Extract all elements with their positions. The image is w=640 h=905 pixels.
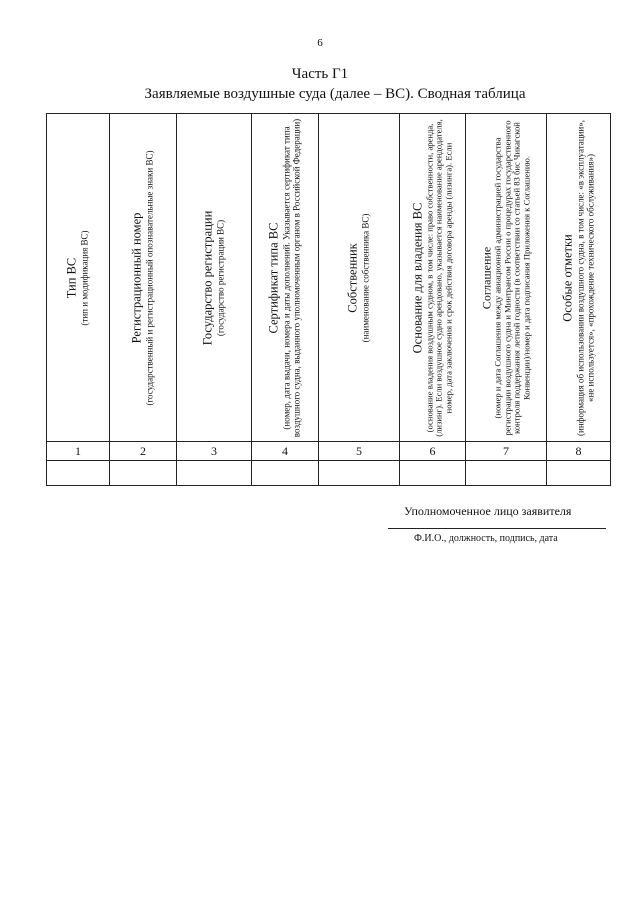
column-subtitle: (основание владения воздушным судном, в том числе: право собственности, аренда, (лизинг). Если воздушное судно арендовано, указывается наименование арендодателя, номер, дата заключения и срок действия договора аренды (лизинга). Если	[423, 118, 454, 437]
column-number-row	[47, 442, 611, 461]
column-subtitle: (номер и дата Соглашения между авиационной администрацией государства регистрации воздушного судна и Минтрансом России о процедурах государственного контроля поддержания летной годности (в соответствии со статьей 83 бис Чикагской Конвенции)/номер и дата подписания Приложения к Соглашению.	[492, 120, 532, 435]
column-number: 8	[547, 442, 611, 461]
column-number: 4	[252, 442, 319, 461]
table-header-row	[47, 114, 611, 442]
column-title: Основание для владения ВС	[410, 202, 425, 353]
table-cell	[547, 461, 611, 486]
column-subtitle: (наименование собственника ВС)	[360, 213, 371, 342]
column-title: Регистрационный номер	[129, 212, 144, 343]
table-row	[47, 461, 611, 486]
table-cell	[177, 461, 252, 486]
column-header-registration-number	[110, 114, 177, 442]
column-header-aircraft-type	[47, 114, 110, 442]
column-header-special-notes	[547, 114, 611, 442]
column-header-registration-state	[177, 114, 252, 442]
signer-label: Уполномоченное лицо заявителя	[404, 504, 572, 518]
table-title: Заявляемые воздушные суда (далее – ВС). Сводная таблица	[144, 86, 526, 102]
column-title: Соглашение	[479, 246, 494, 309]
table-cell	[47, 461, 110, 486]
page-number: 6	[317, 37, 323, 49]
column-number: 3	[177, 442, 252, 461]
column-title: Тип ВС	[64, 257, 79, 298]
table-cell	[319, 461, 400, 486]
column-header-owner	[319, 114, 400, 442]
table-cell	[110, 461, 177, 486]
column-number: 6	[400, 442, 466, 461]
column-subtitle: (государственный и регистрационный опознавательные знаки ВС)	[144, 150, 155, 405]
column-title: Собственник	[345, 242, 360, 313]
column-title: Особые отметки	[560, 233, 575, 322]
column-subtitle: (информация об использовании воздушного судна, в том числе: «в эксплуатации», «не используется», «прохождение технического обслуживания»)	[574, 119, 595, 436]
column-header-type-certificate	[252, 114, 319, 442]
table-cell	[252, 461, 319, 486]
column-subtitle: (тип и модификация ВС)	[79, 229, 90, 326]
part-title: Часть Г1	[291, 66, 349, 82]
table-cell	[400, 461, 466, 486]
column-title: Государство регистрации	[200, 210, 215, 345]
summary-table	[46, 113, 611, 486]
column-header-agreement	[466, 114, 547, 442]
column-subtitle: (номер, дата выдачи, номера и даты дополнений. Указывается сертификат типа воздушного судна, выданного уполномоченным органом в Российской Федерации)	[281, 118, 302, 437]
table-cell	[466, 461, 547, 486]
column-number: 2	[110, 442, 177, 461]
column-title: Сертификат типа ВС	[266, 222, 281, 333]
signature-caption: Ф.И.О., должность, подпись, дата	[414, 533, 558, 544]
column-header-ownership-basis	[400, 114, 466, 442]
column-subtitle: (государство регистрации ВС)	[215, 219, 226, 336]
column-number: 7	[466, 442, 547, 461]
column-number: 5	[319, 442, 400, 461]
column-number: 1	[47, 442, 110, 461]
signature-line	[388, 528, 606, 529]
